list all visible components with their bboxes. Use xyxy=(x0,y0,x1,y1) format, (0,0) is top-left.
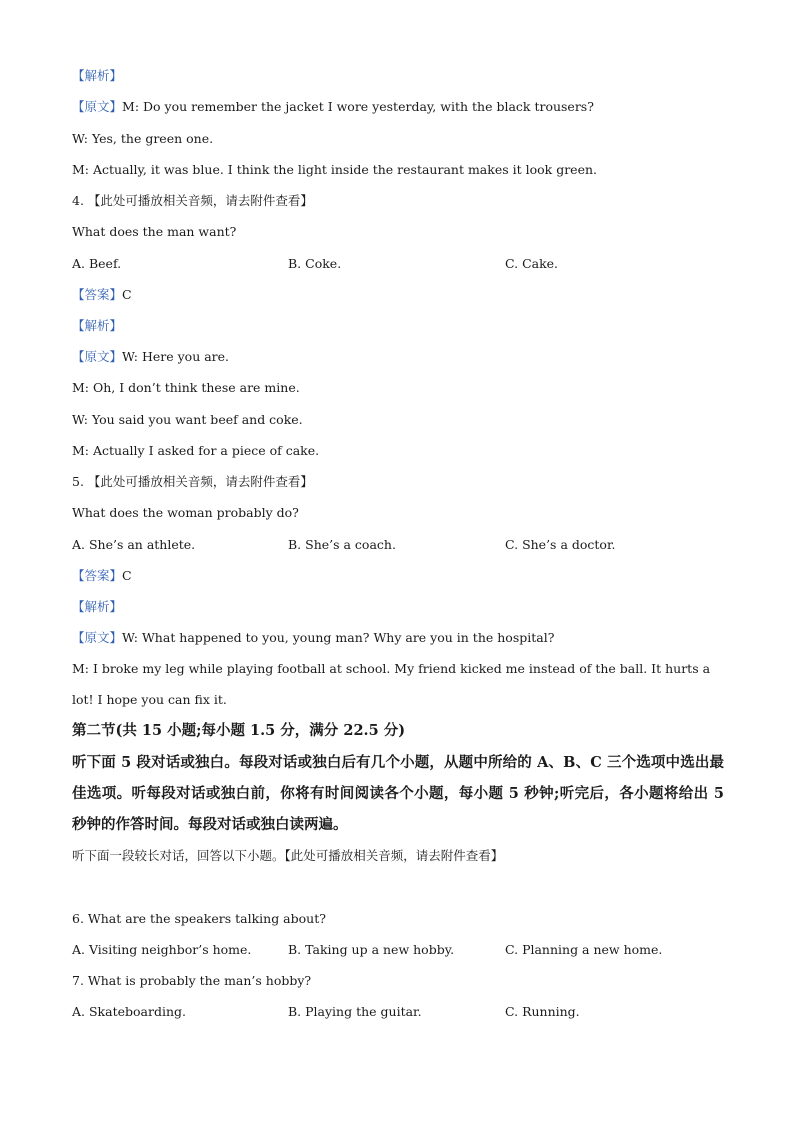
transcript-line: M: Oh, I don’t think these are mine. xyxy=(72,380,300,395)
answer-line xyxy=(72,287,132,303)
option-a: A. Beef. xyxy=(72,256,122,271)
option-c: C. She’s a doctor. xyxy=(505,537,616,552)
question-text: What does the man want? xyxy=(72,224,237,239)
option-a: A. Skateboarding. xyxy=(72,1004,186,1019)
section-instructions: 听下面 5 段对话或独白。每段对话或独白后有几个小题，从题中所给的 A、B、C 三个选项中选出最佳选项。听每段对话或独白前，你将有时间阅读各个小题，每小题 5 秒钟;听完后，各小题将给出 5 秒钟的作答时间。每段对话或独白读两遍。 xyxy=(72,754,724,833)
analysis-label: 【解析】 xyxy=(72,599,123,614)
transcript-line: M: Actually I asked for a piece of cake. xyxy=(72,443,320,458)
option-b: B. Coke. xyxy=(288,256,342,271)
section-title: 第二节(共 15 小题;每小题 1.5 分，满分 22.5 分) xyxy=(72,722,406,739)
transcript-line: 【原文】M: Do you remember the jacket I wore yesterday, with the black trousers? xyxy=(72,99,594,114)
option-c: C. Planning a new home. xyxy=(505,942,663,957)
transcript-line: 【原文】W: What happened to you, young man? Why are you in the hospital? xyxy=(72,630,555,645)
question-text: What does the woman probably do? xyxy=(72,505,299,520)
question-number-audio: 4. 【此处可播放相关音频，请去附件查看】 xyxy=(72,193,313,208)
answer-value: C xyxy=(122,568,132,583)
transcript-label: 【原文】 xyxy=(72,349,123,364)
option-b: B. Playing the guitar. xyxy=(288,1004,422,1019)
transcript-line: M: Actually, it was blue. I think the light inside the restaurant makes it look green. xyxy=(72,162,597,177)
analysis-label: 【解析】 xyxy=(72,68,123,83)
option-a: A. She’s an athlete. xyxy=(72,537,196,552)
transcript-line: M: I broke my leg while playing football at school. My friend kicked me instead of the ball. It hurts a lot! I hope you can fix it. xyxy=(72,661,711,707)
question-text: 6. What are the speakers talking about? xyxy=(72,911,326,926)
question-text: 7. What is probably the man’s hobby? xyxy=(72,973,312,988)
transcript-line: W: Yes, the green one. xyxy=(72,131,214,146)
transcript-line: W: You said you want beef and coke. xyxy=(72,412,303,427)
answer-label: 【答案】 xyxy=(72,568,123,583)
transcript-label: 【原文】 xyxy=(72,630,123,645)
option-a: A. Visiting neighbor’s home. xyxy=(72,942,252,957)
answer-line xyxy=(72,568,132,584)
option-b: B. She’s a coach. xyxy=(288,537,396,552)
transcript-line: 【原文】W: Here you are. xyxy=(72,349,230,364)
analysis-label: 【解析】 xyxy=(72,318,123,333)
answer-value: C xyxy=(122,287,132,302)
option-b: B. Taking up a new hobby. xyxy=(288,942,455,957)
transcript-label: 【原文】 xyxy=(72,99,123,114)
option-c: C. Running. xyxy=(505,1004,580,1019)
question-number-audio: 5. 【此处可播放相关音频，请去附件查看】 xyxy=(72,474,313,489)
option-c: C. Cake. xyxy=(505,256,559,271)
answer-label: 【答案】 xyxy=(72,287,123,302)
section-prompt: 听下面一段较长对话，回答以下小题。【此处可播放相关音频，请去附件查看】 xyxy=(72,848,504,863)
